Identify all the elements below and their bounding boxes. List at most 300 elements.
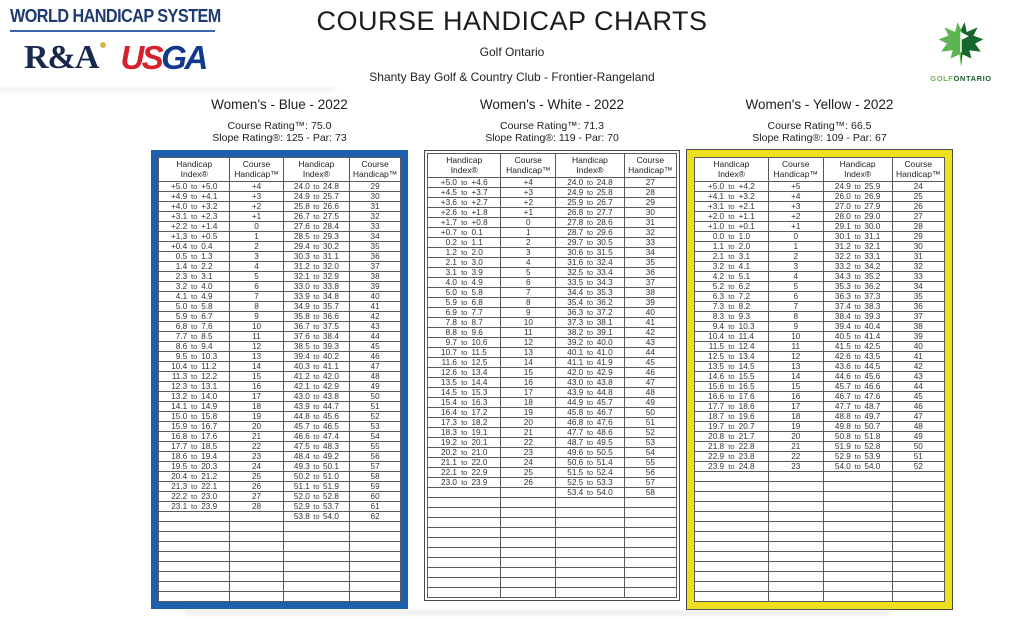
table-row xyxy=(695,192,945,202)
course-handicap-cell: 60 xyxy=(350,492,401,502)
empty-cell xyxy=(624,528,676,538)
handicap-index-range-cell: 49.3 to 50.1 xyxy=(283,462,350,472)
usga-ga-text: GA xyxy=(161,39,206,76)
chart-group-blue xyxy=(151,98,408,609)
course-handicap-cell: 56 xyxy=(624,468,676,478)
empty-row xyxy=(695,562,945,572)
course-handicap-cell: 51 xyxy=(350,402,401,412)
chart-group-yellow xyxy=(687,98,952,609)
course-handicap-cell: 23 xyxy=(768,462,823,472)
handicap-index-range-cell: 1.2 to 2.0 xyxy=(428,248,501,258)
empty-cell xyxy=(823,592,892,602)
handicap-index-range-cell: 10.7 to 11.5 xyxy=(428,348,501,358)
handicap-index-range-cell: 53.8 to 54.0 xyxy=(283,512,350,522)
handicap-index-range-cell: 22.2 to 23.0 xyxy=(159,492,230,502)
handicap-index-range-cell: 38.5 to 39.3 xyxy=(283,342,350,352)
chart-group-white xyxy=(424,98,680,601)
course-handicap-cell: 14 xyxy=(768,372,823,382)
empty-cell xyxy=(624,518,676,528)
handicap-index-range-cell: 35.4 to 36.2 xyxy=(556,298,624,308)
empty-cell xyxy=(768,512,823,522)
empty-cell xyxy=(428,568,501,578)
table-row xyxy=(159,462,401,472)
handicap-index-range-cell: 35.3 to 36.2 xyxy=(823,282,892,292)
course-handicap-cell: 48 xyxy=(892,422,945,432)
course-handicap-cell: 6 xyxy=(501,278,556,288)
course-handicap-cell: 30 xyxy=(350,192,401,202)
table-row xyxy=(695,272,945,282)
empty-cell xyxy=(283,542,350,552)
course-handicap-cell: 34 xyxy=(892,282,945,292)
handicap-index-range-cell: 46.6 to 47.4 xyxy=(283,432,350,442)
course-handicap-cell: 3 xyxy=(501,248,556,258)
empty-cell xyxy=(768,482,823,492)
handicap-index-range-cell: 52.0 to 52.8 xyxy=(283,492,350,502)
handicap-index-range-cell: 32.2 to 33.1 xyxy=(823,252,892,262)
club-and-course-name: Shanty Bay Golf & Country Club - Frontier-Rangeland xyxy=(369,70,655,84)
empty-row xyxy=(428,518,677,528)
empty-cell xyxy=(624,558,676,568)
golf-ontario-wordmark-golf: GOLF xyxy=(930,74,954,83)
empty-cell xyxy=(624,538,676,548)
course-handicap-cell: 26 xyxy=(892,202,945,212)
empty-cell xyxy=(556,508,624,518)
empty-cell xyxy=(823,522,892,532)
course-handicap-cell: 19 xyxy=(230,412,283,422)
course-handicap-cell: 4 xyxy=(501,258,556,268)
table-row xyxy=(695,252,945,262)
empty-cell xyxy=(556,548,624,558)
empty-cell xyxy=(556,578,624,588)
course-handicap-cell: +1 xyxy=(230,212,283,222)
empty-cell xyxy=(768,562,823,572)
empty-row xyxy=(695,472,945,482)
handicap-index-range-cell: +4.0 to +3.2 xyxy=(159,202,230,212)
handicap-index-range-cell: 48.7 to 49.5 xyxy=(556,438,624,448)
course-handicap-cell: 16 xyxy=(501,378,556,388)
handicap-index-range-cell: 34.9 to 35.7 xyxy=(283,302,350,312)
table-row xyxy=(695,412,945,422)
empty-cell xyxy=(823,492,892,502)
empty-cell xyxy=(892,562,945,572)
course-handicap-cell: 5 xyxy=(501,268,556,278)
course-handicap-cell: 58 xyxy=(624,488,676,498)
table-row xyxy=(159,392,401,402)
course-handicap-cell: 50 xyxy=(350,392,401,402)
empty-cell xyxy=(501,578,556,588)
table-row xyxy=(695,402,945,412)
handicap-index-range-cell: 29.7 to 30.5 xyxy=(556,238,624,248)
empty-cell xyxy=(624,568,676,578)
table-row xyxy=(695,302,945,312)
table-row xyxy=(428,398,677,408)
course-handicap-cell: 16 xyxy=(768,392,823,402)
table-row xyxy=(695,222,945,232)
course-handicap-cell: 32 xyxy=(624,228,676,238)
course-handicap-cell: 30 xyxy=(624,208,676,218)
handicap-index-range-cell: 19.2 to 20.1 xyxy=(428,438,501,448)
table-row xyxy=(428,308,677,318)
empty-row xyxy=(695,582,945,592)
empty-row xyxy=(428,508,677,518)
table-row xyxy=(159,422,401,432)
empty-cell xyxy=(892,552,945,562)
course-handicap-cell: 47 xyxy=(350,362,401,372)
handicap-index-range-cell: 16.8 to 17.6 xyxy=(159,432,230,442)
course-handicap-cell: 18 xyxy=(230,402,283,412)
course-handicap-cell: 39 xyxy=(350,282,401,292)
course-handicap-cell: 9 xyxy=(501,308,556,318)
handicap-index-range-cell: +3.1 to +2.1 xyxy=(695,202,769,212)
handicap-index-range-cell: 32.5 to 33.4 xyxy=(556,268,624,278)
handicap-index-range-cell: 7.8 to 8.7 xyxy=(428,318,501,328)
course-handicap-cell: 25 xyxy=(230,472,283,482)
course-handicap-cell: 21 xyxy=(230,432,283,442)
table-title-yellow: Women's - Yellow - 2022 xyxy=(745,97,894,112)
handicap-index-range-cell: 11.5 to 12.4 xyxy=(695,342,769,352)
handicap-index-range-cell: 37.6 to 38.4 xyxy=(283,332,350,342)
empty-cell xyxy=(556,568,624,578)
handicap-index-range-cell: +4.1 to +3.2 xyxy=(695,192,769,202)
course-handicap-cell: 43 xyxy=(624,338,676,348)
handicap-index-range-cell: 19.7 to 20.7 xyxy=(695,422,769,432)
handicap-index-range-cell: 4.1 to 4.9 xyxy=(159,292,230,302)
empty-cell xyxy=(768,552,823,562)
handicap-index-range-cell: 8.3 to 9.3 xyxy=(695,312,769,322)
course-handicap-cell: 42 xyxy=(350,312,401,322)
course-handicap-cell: 23 xyxy=(501,448,556,458)
empty-cell xyxy=(501,518,556,528)
empty-cell xyxy=(283,532,350,542)
empty-cell xyxy=(159,582,230,592)
handicap-index-range-cell: 15.9 to 16.7 xyxy=(159,422,230,432)
course-handicap-cell: +3 xyxy=(230,192,283,202)
course-handicap-cell: 25 xyxy=(892,192,945,202)
table-row xyxy=(428,288,677,298)
handicap-index-range-cell: 36.3 to 37.2 xyxy=(556,308,624,318)
course-handicap-cell: 19 xyxy=(501,408,556,418)
handicap-index-range-cell: +2.6 to +1.8 xyxy=(428,208,501,218)
handicap-index-range-cell: 43.6 to 44.5 xyxy=(823,362,892,372)
course-handicap-cell: 7 xyxy=(768,302,823,312)
course-handicap-cell: 14 xyxy=(501,358,556,368)
course-rating-blue: Course Rating™: 75.0 xyxy=(227,120,332,132)
course-handicap-cell: 32 xyxy=(350,212,401,222)
table-row xyxy=(159,292,401,302)
handicap-index-range-cell: 26.8 to 27.7 xyxy=(556,208,624,218)
course-handicap-cell: 54 xyxy=(624,448,676,458)
course-handicap-cell: 20 xyxy=(768,432,823,442)
table-row xyxy=(695,342,945,352)
empty-cell xyxy=(230,572,283,582)
handicap-index-range-cell: 48.8 to 49.7 xyxy=(823,412,892,422)
course-handicap-cell: 61 xyxy=(350,502,401,512)
handicap-index-range-cell: 37.3 to 38.1 xyxy=(556,318,624,328)
empty-cell xyxy=(892,532,945,542)
table-row xyxy=(428,458,677,468)
course-handicap-cell: 7 xyxy=(501,288,556,298)
header-row xyxy=(428,154,677,178)
empty-cell xyxy=(230,542,283,552)
empty-cell xyxy=(892,492,945,502)
empty-cell xyxy=(428,508,501,518)
handicap-index-range-cell: 4.2 to 5.1 xyxy=(695,272,769,282)
empty-cell xyxy=(556,528,624,538)
course-handicap-cell: 31 xyxy=(624,218,676,228)
handicap-index-range-cell: 53.4 to 54.0 xyxy=(556,488,624,498)
handicap-index-range-cell: 11.6 to 12.5 xyxy=(428,358,501,368)
table-row xyxy=(159,432,401,442)
handicap-index-range-cell: +5.0 to +4.6 xyxy=(428,178,501,188)
empty-cell xyxy=(230,562,283,572)
course-handicap-cell: 21 xyxy=(768,442,823,452)
table-row xyxy=(428,478,677,488)
handicap-index-range-cell: 16.6 to 17.6 xyxy=(695,392,769,402)
course-handicap-cell: 32 xyxy=(892,262,945,272)
handicap-index-range-cell: 11.3 to 12.2 xyxy=(159,372,230,382)
table-row xyxy=(428,348,677,358)
table-row xyxy=(695,462,945,472)
handicap-index-range-cell: 40.3 to 41.1 xyxy=(283,362,350,372)
empty-cell xyxy=(695,572,769,582)
handicap-index-range-cell: 40.1 to 41.0 xyxy=(556,348,624,358)
handicap-index-range-cell: 49.6 to 50.5 xyxy=(556,448,624,458)
course-handicap-cell: 37 xyxy=(350,262,401,272)
empty-cell xyxy=(624,578,676,588)
course-handicap-cell: 39 xyxy=(624,298,676,308)
course-handicap-cell: 50 xyxy=(892,442,945,452)
table-row xyxy=(159,442,401,452)
course-handicap-cell: 36 xyxy=(624,268,676,278)
handicap-index-range-cell: +3.1 to +2.3 xyxy=(159,212,230,222)
course-handicap-cell: 5 xyxy=(230,272,283,282)
handicap-index-range-cell: 21.1 to 22.0 xyxy=(428,458,501,468)
empty-cell xyxy=(159,532,230,542)
handicap-table-white xyxy=(427,153,677,598)
course-handicap-cell: +2 xyxy=(768,212,823,222)
handicap-index-range-cell: 19.5 to 20.3 xyxy=(159,462,230,472)
course-handicap-cell: 40 xyxy=(350,292,401,302)
empty-row xyxy=(695,542,945,552)
table-row xyxy=(159,372,401,382)
table-frame-white xyxy=(424,150,680,601)
course-handicap-cell: 2 xyxy=(501,238,556,248)
handicap-index-range-cell: 20.8 to 21.7 xyxy=(695,432,769,442)
course-handicap-cell: 8 xyxy=(501,298,556,308)
table-row xyxy=(695,232,945,242)
whs-logo-block xyxy=(10,6,232,77)
handicap-index-range-cell: 24.0 to 24.8 xyxy=(556,178,624,188)
course-handicap-cell: 62 xyxy=(350,512,401,522)
handicap-index-range-cell: 40.5 to 41.4 xyxy=(823,332,892,342)
handicap-index-range-cell: 12.6 to 13.4 xyxy=(428,368,501,378)
course-handicap-cell: 43 xyxy=(350,322,401,332)
empty-row xyxy=(428,538,677,548)
table-row xyxy=(159,352,401,362)
course-handicap-cell: 52 xyxy=(892,462,945,472)
handicap-index-range-cell: +0.7 to 0.1 xyxy=(428,228,501,238)
course-handicap-cell: 8 xyxy=(768,312,823,322)
column-header: Course Handicap™ xyxy=(230,158,283,182)
course-handicap-cell: 33 xyxy=(624,238,676,248)
table-row xyxy=(428,228,677,238)
empty-row xyxy=(695,532,945,542)
table-row xyxy=(695,362,945,372)
empty-row xyxy=(428,588,677,598)
course-handicap-cell: 24 xyxy=(892,182,945,192)
course-handicap-cell: 12 xyxy=(501,338,556,348)
handicap-index-range-cell: +1.3 to +0.5 xyxy=(159,232,230,242)
course-handicap-cell: 1 xyxy=(230,232,283,242)
handicap-index-range-cell: 14.6 to 15.5 xyxy=(695,372,769,382)
course-handicap-cell: 23 xyxy=(230,452,283,462)
handicap-index-range-cell: 28.0 to 29.0 xyxy=(823,212,892,222)
course-handicap-cell: 48 xyxy=(624,388,676,398)
column-header: Course Handicap™ xyxy=(768,158,823,182)
course-handicap-cell: 28 xyxy=(892,222,945,232)
course-handicap-cell: 43 xyxy=(892,372,945,382)
empty-row xyxy=(159,562,401,572)
empty-row xyxy=(428,528,677,538)
course-handicap-cell: 49 xyxy=(350,382,401,392)
table-row xyxy=(428,388,677,398)
table-row xyxy=(159,402,401,412)
course-handicap-cell: 1 xyxy=(768,242,823,252)
table-row xyxy=(159,362,401,372)
handicap-index-range-cell: 14.1 to 14.9 xyxy=(159,402,230,412)
partner-logos xyxy=(10,39,232,77)
table-row xyxy=(428,238,677,248)
table-row xyxy=(428,468,677,478)
course-handicap-cell: 35 xyxy=(624,258,676,268)
empty-cell xyxy=(350,572,401,582)
handicap-index-range-cell: 3.2 to 4.0 xyxy=(159,282,230,292)
course-handicap-cell: 41 xyxy=(624,318,676,328)
table-row xyxy=(428,488,677,498)
course-handicap-cell: 2 xyxy=(230,242,283,252)
course-handicap-cell: 48 xyxy=(350,372,401,382)
course-handicap-cell: 25 xyxy=(501,468,556,478)
course-handicap-cell: 36 xyxy=(350,252,401,262)
handicap-index-range-cell: 27.0 to 27.9 xyxy=(823,202,892,212)
handicap-index-range-cell: 34.4 to 35.3 xyxy=(556,288,624,298)
course-handicap-cell: 0 xyxy=(768,232,823,242)
empty-cell xyxy=(230,552,283,562)
course-handicap-cell: +1 xyxy=(768,222,823,232)
empty-cell xyxy=(159,562,230,572)
empty-cell xyxy=(428,548,501,558)
empty-cell xyxy=(695,522,769,532)
course-handicap-cell: 13 xyxy=(230,352,283,362)
header-row xyxy=(159,158,401,182)
empty-cell xyxy=(695,592,769,602)
course-handicap-cell: 0 xyxy=(501,218,556,228)
course-handicap-cell: 57 xyxy=(350,462,401,472)
handicap-index-range-cell: 26.0 to 26.9 xyxy=(823,192,892,202)
course-handicap-cell: 22 xyxy=(230,442,283,452)
empty-cell xyxy=(350,522,401,532)
course-handicap-cell: 38 xyxy=(624,288,676,298)
empty-cell xyxy=(823,552,892,562)
handicap-index-range-cell: 31.2 to 32.0 xyxy=(283,262,350,272)
table-row xyxy=(695,322,945,332)
handicap-index-range-cell: 3.1 to 3.9 xyxy=(428,268,501,278)
empty-cell xyxy=(823,482,892,492)
handicap-index-range-cell: 0.5 to 1.3 xyxy=(159,252,230,262)
empty-cell xyxy=(556,518,624,528)
course-handicap-cell: 18 xyxy=(768,412,823,422)
course-handicap-cell: 20 xyxy=(230,422,283,432)
empty-cell xyxy=(695,512,769,522)
handicap-index-range-cell: 30.3 to 31.1 xyxy=(283,252,350,262)
course-handicap-cell xyxy=(230,512,283,522)
handicap-index-range-cell: +2.2 to +1.4 xyxy=(159,222,230,232)
empty-row xyxy=(695,482,945,492)
handicap-index-range-cell: 14.5 to 15.3 xyxy=(428,388,501,398)
empty-cell xyxy=(428,528,501,538)
empty-cell xyxy=(695,542,769,552)
table-row xyxy=(428,448,677,458)
course-handicap-cell: 10 xyxy=(501,318,556,328)
handicap-index-range-cell: 18.3 to 19.1 xyxy=(428,428,501,438)
table-row xyxy=(695,332,945,342)
table-row xyxy=(159,382,401,392)
empty-cell xyxy=(159,522,230,532)
empty-cell xyxy=(428,498,501,508)
handicap-index-range-cell: 39.4 to 40.2 xyxy=(283,352,350,362)
empty-cell xyxy=(695,582,769,592)
empty-cell xyxy=(501,548,556,558)
course-handicap-cell: +1 xyxy=(501,208,556,218)
course-handicap-cell: 56 xyxy=(350,452,401,462)
handicap-index-range-cell: 15.6 to 16.5 xyxy=(695,382,769,392)
empty-cell xyxy=(768,582,823,592)
handicap-index-range-cell: 30.6 to 31.5 xyxy=(556,248,624,258)
empty-cell xyxy=(624,508,676,518)
course-handicap-cell: 35 xyxy=(892,292,945,302)
handicap-index-range-cell: 2.1 to 3.1 xyxy=(695,252,769,262)
association-name: Golf Ontario xyxy=(479,45,545,59)
table-row xyxy=(428,378,677,388)
empty-cell xyxy=(556,538,624,548)
table-row xyxy=(428,318,677,328)
course-handicap-cell: 22 xyxy=(768,452,823,462)
table-row xyxy=(428,278,677,288)
handicap-index-range-cell: 26.7 to 27.5 xyxy=(283,212,350,222)
usga-logo xyxy=(120,39,205,77)
empty-cell xyxy=(159,552,230,562)
empty-cell xyxy=(624,498,676,508)
handicap-index-range-cell: 27.6 to 28.4 xyxy=(283,222,350,232)
handicap-index-range-cell: 33.9 to 34.8 xyxy=(283,292,350,302)
course-handicap-cell: 11 xyxy=(230,332,283,342)
handicap-index-range-cell: 49.8 to 50.7 xyxy=(823,422,892,432)
handicap-index-range-cell: 54.0 to 54.0 xyxy=(823,462,892,472)
handicap-index-range-cell: 7.7 to 8.5 xyxy=(159,332,230,342)
empty-cell xyxy=(768,472,823,482)
table-row xyxy=(159,332,401,342)
handicap-index-range-cell: 1.4 to 2.2 xyxy=(159,262,230,272)
table-row xyxy=(428,248,677,258)
empty-cell xyxy=(283,582,350,592)
course-handicap-cell: 8 xyxy=(230,302,283,312)
table-row xyxy=(428,358,677,368)
empty-cell xyxy=(892,592,945,602)
column-header: Course Handicap™ xyxy=(350,158,401,182)
table-row xyxy=(695,282,945,292)
handicap-index-range-cell: 18.7 to 19.6 xyxy=(695,412,769,422)
handicap-table-blue xyxy=(158,157,401,602)
